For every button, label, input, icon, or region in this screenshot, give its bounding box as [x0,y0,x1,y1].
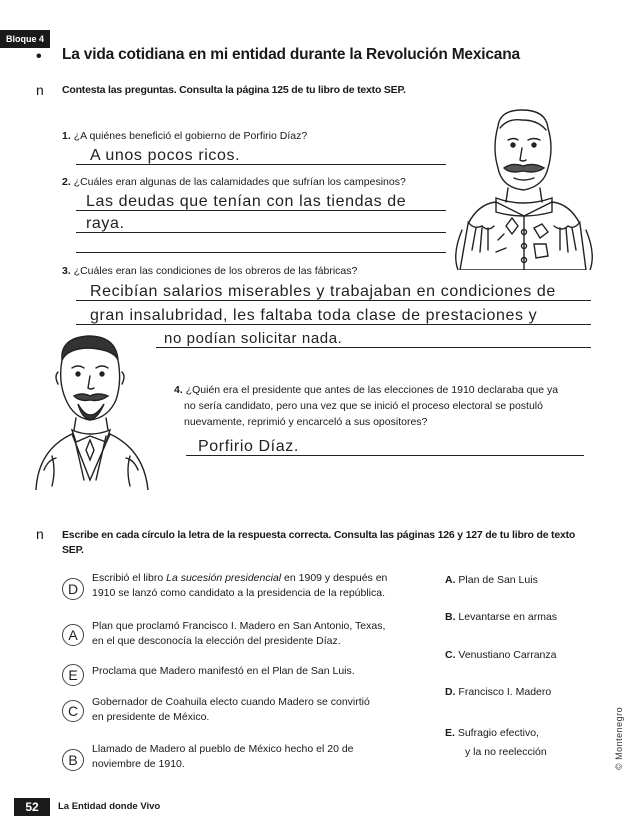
copyright: © Montenegro [614,706,624,770]
option-c-key: C. [445,649,456,661]
match-item-5-line-1: Llamado de Madero al pueblo de México hecho el 20 de [92,743,354,755]
title-bullet: • [36,48,42,65]
option-e [445,724,547,762]
option-b-label: Levantarse en armas [458,611,558,623]
answer-line [76,252,446,253]
section1-instruction: Contesta las preguntas. Consulta la página 125 de tu libro de texto SEP. [62,84,406,96]
question-4-text-line-2: no sería candidato, pero una vez que se inició el proceso electoral se postuló [184,400,543,412]
match-item-5-line-2: noviembre de 1910. [92,758,185,770]
section2-instruction-line-2: SEP. [62,544,84,556]
option-e-label-2: y la no reelección [465,746,547,758]
match-item-3 [92,664,355,679]
option-e-label: Sufragio efectivo, [457,727,539,739]
page-title: La vida cotidiana en mi entidad durante la Revolución Mexicana [62,46,520,63]
answer-3-line-3[interactable]: no podían solicitar nada. [164,330,343,347]
match-item-5 [92,742,354,772]
answer-line [76,164,446,165]
question-4 [174,382,558,430]
answer-circle-1[interactable]: D [62,578,84,600]
match-item-2-line-2: en el que desconocía la elección del presidente Díaz. [92,635,341,647]
answer-4-line-1[interactable]: Porfirio Díaz. [198,438,299,455]
question-3-text: ¿Cuáles eran las condiciones de los obreros de las fábricas? [73,265,358,277]
porfirio-diaz-portrait [448,104,596,270]
question-1 [62,130,307,142]
option-a-label: Plan de San Luis [458,574,538,586]
section2-marker: n [36,526,44,542]
question-2-number: 2. [62,176,71,188]
match-item-2-line-1: Plan que proclamó Francisco I. Madero en San Antonio, Texas, [92,620,386,632]
answer-line [76,210,446,211]
option-a [445,574,538,586]
match-item-1-line-2: 1910 se lanzó como candidato a la presidencia de la república. [92,587,386,599]
question-3-number: 3. [62,265,71,277]
question-4-text-line-1: ¿Quién era el presidente que antes de las elecciones de 1910 declaraba que ya [185,384,559,396]
francisco-madero-portrait [16,330,166,490]
option-d-label: Francisco I. Madero [458,686,552,698]
match-item-4-line-1: Gobernador de Coahuila electo cuando Madero se convirtió [92,696,370,708]
option-b [445,611,557,623]
section2-instruction-line-1: Escribe en cada círculo la letra de la respuesta correcta. Consulta las páginas 126 y 127 de tu libro de texto [62,529,576,541]
book-title-italic: La sucesión presidencial [166,572,282,584]
match-item-1-line-1: Escribió el libro La sucesión presidencial en 1909 y después en [92,572,388,584]
question-4-number: 4. [174,384,183,396]
option-a-key: A. [445,574,456,586]
question-3 [62,265,357,277]
answer-3-line-1[interactable]: Recibían salarios miserables y trabajaban en condiciones de [90,283,556,300]
option-c-label: Venustiano Carranza [458,649,557,661]
answer-circle-3[interactable]: E [62,664,84,686]
question-1-number: 1. [62,130,71,142]
option-c [445,649,557,661]
section1-marker: n [36,82,44,98]
answer-2-line-2[interactable]: raya. [86,215,125,232]
match-item-4-line-2: en presidente de México. [92,711,210,723]
question-2-text: ¿Cuáles eran algunas de las calamidades que sufrían los campesinos? [73,176,406,188]
question-4-text-line-3: nuevamente, reprimió y encarceló a sus opositores? [184,416,428,428]
answer-line [76,324,591,325]
bloque-tab: Bloque 4 [0,30,50,48]
option-e-key: E. [445,727,455,739]
answer-1-line-1[interactable]: A unos pocos ricos. [90,147,241,164]
answer-2-line-1[interactable]: Las deudas que tenían con las tiendas de [86,193,407,210]
answer-line [156,347,591,348]
answer-circle-4[interactable]: C [62,700,84,722]
answer-line [76,300,591,301]
section2-instruction [62,528,575,558]
option-d [445,686,551,698]
match-item-2 [92,619,385,649]
question-2 [62,176,406,188]
page-number: 52 [14,798,50,816]
answer-3-line-2[interactable]: gran insalubridad, les faltaba toda clase de prestaciones y [90,307,538,324]
match-item-3-line-1: Proclama que Madero manifestó en el Plan de San Luis. [92,665,355,677]
answer-circle-2[interactable]: A [62,624,84,646]
option-b-key: B. [445,611,456,623]
question-1-text: ¿A quiénes benefició el gobierno de Porfirio Díaz? [73,130,308,142]
answer-line [186,455,584,456]
book-title: La Entidad donde Vivo [58,801,161,812]
answer-line [76,232,446,233]
option-d-key: D. [445,686,456,698]
match-item-1 [92,571,387,601]
match-item-4 [92,695,370,725]
answer-circle-5[interactable]: B [62,749,84,771]
